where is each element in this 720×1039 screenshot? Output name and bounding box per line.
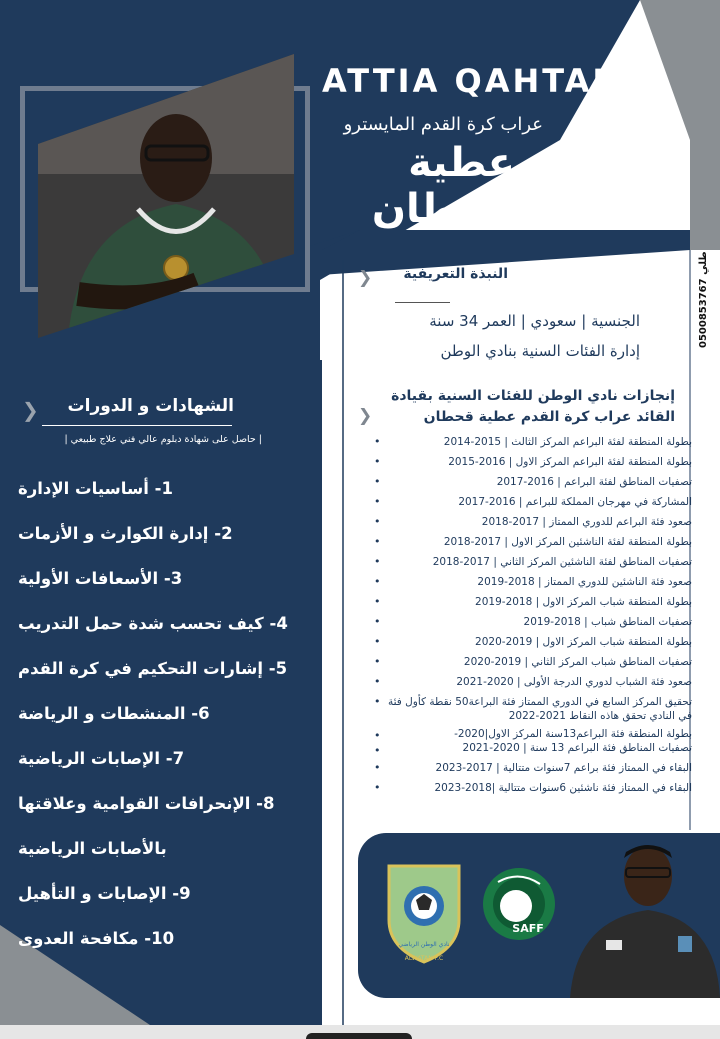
list-item: 8- الإنحرافات القوامية وعلاقتها: [18, 794, 275, 813]
list-item: 5- إشارات التحكيم في كرة القدم: [18, 659, 288, 678]
list-item: • صعود فئة الشباب لدوري الدرجة الأولى | 2020-2021: [372, 672, 692, 692]
chevron-right-icon: ❯: [22, 398, 39, 422]
alwatan-club-logo: [383, 862, 465, 966]
list-item: • تحقيق المركز السابع في الدوري الممتاز فئة البراعة50 نقطة كأول فئة في النادي تحقق هاذه النقاط 2021-2022: [372, 692, 692, 726]
list-item: • بطولة المنطقة شباب المركز الاول | 2019-2020: [372, 632, 692, 652]
list-item: بالأصابات الرياضية: [18, 839, 167, 858]
alwatan-caption-en: ALWATAN F.C: [404, 955, 444, 962]
divider: [42, 425, 232, 426]
list-item: 2- إدارة الكوارث و الأزمات: [18, 524, 233, 543]
courses-list: [18, 466, 312, 961]
list-item: • تصفيات المناطق لفئة البراعم | 2016-2017: [372, 472, 692, 492]
bio-heading: النبذة التعريفية: [403, 266, 508, 282]
bio-nationality-age: الجنسية | سعودي | العمر 34 سنة: [429, 312, 640, 330]
list-item: 4- كيف تحسب شدة حمل التدريب: [18, 614, 288, 633]
list-item: 1- أساسيات الإدارة: [18, 479, 173, 498]
phone-number: طلي 0500853767: [698, 251, 709, 348]
list-item: 3- الأسعافات الأولية: [18, 569, 183, 588]
list-item: 6- المنشطات و الرياضة: [18, 704, 210, 723]
achievements-list: [372, 432, 692, 798]
list-item: • صعود فئة البراعم للدوري الممتاز | 2017-2018: [372, 512, 692, 532]
list-item: • بطولة المنطقة فئة البراعم13سنة المركز الاول|2020-: [372, 726, 692, 741]
achievements-heading-line1: إنجازات نادي الوطن للفئات السنية بقيادة: [391, 388, 675, 404]
divider: [395, 302, 450, 303]
list-item: • تصفيات المناطق فئة البراعم 13 سنة | 2020-2021: [372, 741, 692, 758]
coach-cutout-photo: [566, 840, 720, 998]
name-arabic: عطية قحطان: [371, 140, 515, 232]
list-item: • بطولة المنطقة لفئة الناشئين المركز الاول | 2017-2018: [372, 532, 692, 552]
achievements-heading-line2: القائد عراب كرة القدم عطية قحطان: [423, 409, 675, 425]
list-item: • البقاء في الممتاز فئة ناشئين 6سنوات متتالية |2018-2023: [372, 778, 692, 798]
saff-logo: [478, 862, 560, 960]
list-item: • المشاركة في مهرجان المملكة للبراعم | 2016-2017: [372, 492, 692, 512]
achievements-heading: [365, 386, 675, 428]
chevron-right-icon: ❯: [358, 406, 373, 426]
list-item: • البقاء في الممتاز فئة براعم 7سنوات متتالية | 2017-2023: [372, 758, 692, 778]
home-indicator[interactable]: [306, 1033, 412, 1039]
list-item: • بطولة المنطقة شباب المركز الاول | 2018-2019: [372, 592, 692, 612]
alwatan-caption-ar: نادي الوطن الرياضي: [398, 941, 450, 948]
list-item: • تصفيات المناطق شباب | 2018-2019: [372, 612, 692, 632]
list-item: • تصفيات المناطق شباب المركز الثاني | 2019-2020: [372, 652, 692, 672]
certificates-heading: الشهادات و الدورات: [67, 396, 234, 416]
list-item: • صعود فئة الناشئين للدوري الممتاز | 2018-2019: [372, 572, 692, 592]
bio-role: إدارة الفئات السنية بنادي الوطن: [440, 342, 640, 360]
chevron-right-icon: ❯: [358, 268, 373, 288]
subtitle: عراب كرة القدم المايسترو: [343, 114, 543, 135]
saff-text: SAFF: [512, 922, 544, 935]
list-item: 7- الإصابات الرياضية: [18, 749, 185, 768]
certificates-note: | حاصل على شهادة دبلوم عالي فني علاج طبيعي |: [64, 434, 262, 445]
list-item: 10- مكافحة العدوى: [18, 929, 175, 948]
list-item: 9- الإصابات و التأهيل: [18, 884, 191, 903]
list-item: • بطولة المنطقة لفئة البراعم المركز الاول | 2016-2015: [372, 452, 692, 472]
list-item: • تصفيات المناطق لفئة الناشئين المركز الثاني | 2017-2018: [372, 552, 692, 572]
list-item: • بطولة المنطقة لفئة البراعم المركز الثالث | 2015-2014: [372, 432, 692, 452]
coach-photo: [38, 54, 294, 338]
name-english: ATTIA QAHTAN: [322, 62, 623, 100]
